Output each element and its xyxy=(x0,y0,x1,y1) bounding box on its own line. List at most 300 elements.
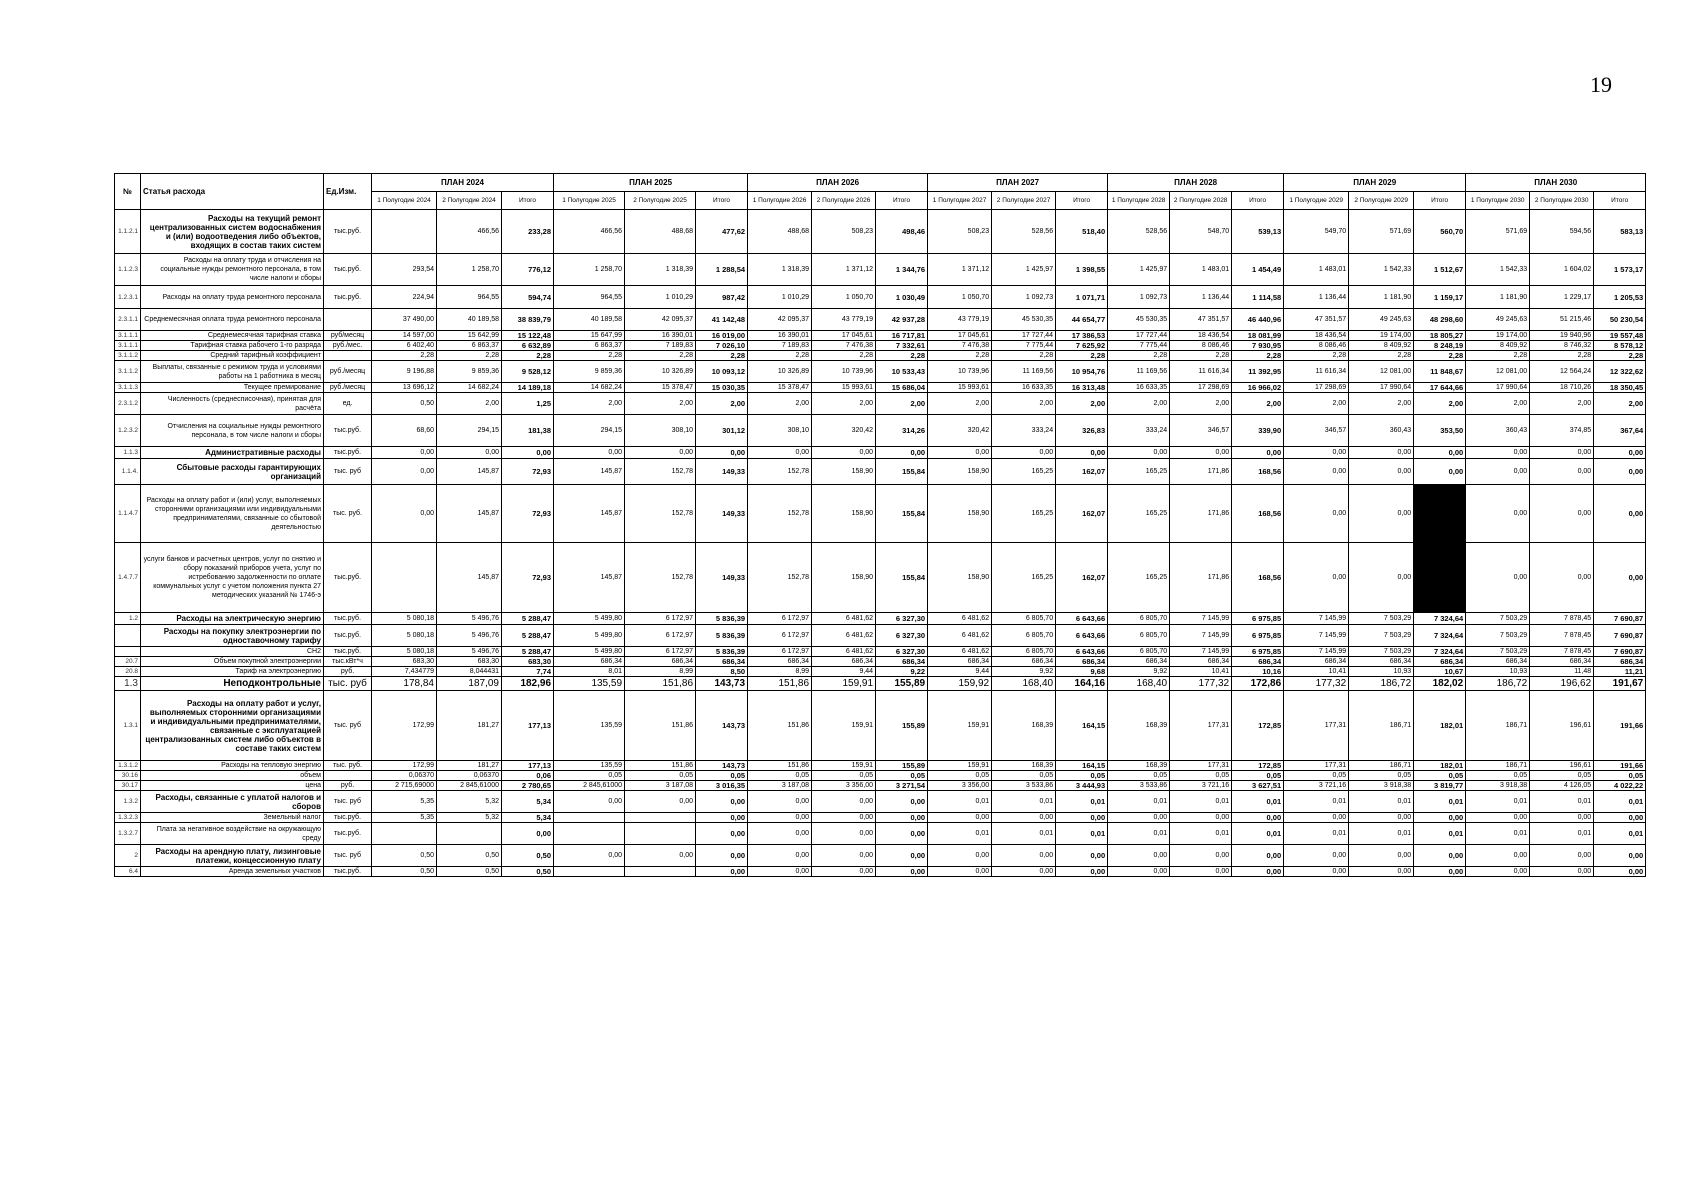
cell-value: 0,00 xyxy=(554,447,625,459)
cell-value: 18 436,54 xyxy=(1170,331,1232,341)
cell-value: 333,24 xyxy=(1108,415,1170,447)
row-name: Расходы на текущий ремонт централизованных систем водоснабжения и (или) водоотведения либо объектов, входящих в состав таких систем xyxy=(141,210,324,254)
row-unit: руб/месяц xyxy=(324,331,372,341)
cell-value: 177,32 xyxy=(1284,677,1349,691)
cell-total: 8,50 xyxy=(696,667,748,677)
row-unit: тыс.кВт*ч xyxy=(324,657,372,667)
cell-value: 2,00 xyxy=(1530,393,1594,415)
cell-value: 1 318,39 xyxy=(748,254,812,286)
row-name: Среднемесячная тарифная ставка xyxy=(141,331,324,341)
cell-value: 6 481,62 xyxy=(928,613,992,625)
cell-total: 0,00 xyxy=(696,845,748,867)
table-row xyxy=(115,845,1646,867)
cell-value: 0,00 xyxy=(812,791,876,813)
cell-value: 2 845,61000 xyxy=(437,781,502,791)
cell-value: 0,05 xyxy=(1530,771,1594,781)
header-period: 2 Полугодие 2030 xyxy=(1530,192,1594,210)
row-code: 20.7 xyxy=(115,657,141,667)
cell-total xyxy=(1414,485,1466,543)
cell-total: 149,33 xyxy=(696,459,748,485)
cell-total: 18 350,45 xyxy=(1594,383,1646,393)
row-name: Расходы на покупку электроэнергии по одноставочному тарифу xyxy=(141,625,324,647)
cell-value: 5 499,80 xyxy=(554,647,625,657)
cell-value: 0,05 xyxy=(1466,771,1530,781)
cell-total: 0,01 xyxy=(1414,823,1466,845)
cell-value: 45 530,35 xyxy=(1108,309,1170,331)
cell-total: 233,28 xyxy=(502,210,554,254)
row-code: 1.3 xyxy=(115,677,141,691)
cell-value: 1 092,73 xyxy=(1108,286,1170,309)
row-name: Расходы на арендную плату, лизинговые платежи, концессионную плату xyxy=(141,845,324,867)
cell-value: 2 845,61000 xyxy=(554,781,625,791)
cell-total: 6 643,66 xyxy=(1056,625,1108,647)
row-name: Расходы на оплату работ и услуг, выполняемых сторонними организациями и индивидуальными предпринимателями, связанные с эксплуатацией централизованных систем либо объектов в составе таких систем xyxy=(141,691,324,761)
cell-value: 9 859,36 xyxy=(554,361,625,383)
cell-value: 5 496,76 xyxy=(437,625,502,647)
cell-value: 0,00 xyxy=(554,845,625,867)
cell-value: 2,28 xyxy=(992,351,1056,361)
cell-value: 2,28 xyxy=(1170,351,1232,361)
cell-total: 172,86 xyxy=(1232,677,1284,691)
cell-total: 16 019,00 xyxy=(696,331,748,341)
cell-total: 10 533,43 xyxy=(876,361,928,383)
row-unit: руб. xyxy=(324,667,372,677)
cell-value: 151,86 xyxy=(748,761,812,771)
cell-total: 7 324,64 xyxy=(1414,625,1466,647)
cell-value: 0,00 xyxy=(1284,845,1349,867)
cell-total: 15 686,04 xyxy=(876,383,928,393)
cell-total: 6 975,85 xyxy=(1232,647,1284,657)
cell-value: 135,59 xyxy=(554,761,625,771)
cell-value: 151,86 xyxy=(625,677,696,691)
cell-total: 9,22 xyxy=(876,667,928,677)
cell-value: 158,90 xyxy=(928,459,992,485)
cell-value: 3 533,86 xyxy=(992,781,1056,791)
row-code: 1.2.3.2 xyxy=(115,415,141,447)
cell-total: 686,34 xyxy=(696,657,748,667)
cell-value: 0,00 xyxy=(1170,447,1232,459)
header-period: 2 Полугодие 2028 xyxy=(1170,192,1232,210)
cell-value: 12 564,24 xyxy=(1530,361,1594,383)
cell-value: 9,92 xyxy=(1108,667,1170,677)
cell-value: 10,93 xyxy=(1349,667,1414,677)
cell-value: 1 542,33 xyxy=(1349,254,1414,286)
header-period: 2 Полугодие 2026 xyxy=(812,192,876,210)
cell-value: 159,91 xyxy=(928,691,992,761)
cell-total: 17 644,66 xyxy=(1414,383,1466,393)
cell-value: 466,56 xyxy=(437,210,502,254)
cell-total: 191,66 xyxy=(1594,691,1646,761)
header-period: 1 Полугодие 2028 xyxy=(1108,192,1170,210)
cell-value: 2,00 xyxy=(928,393,992,415)
row-name: Объем покупной электроэнергии xyxy=(141,657,324,667)
cell-value: 1 181,90 xyxy=(1466,286,1530,309)
cell-value: 152,78 xyxy=(625,485,696,543)
header-period: 2 Полугодие 2024 xyxy=(437,192,502,210)
table-row xyxy=(115,351,1646,361)
cell-value: 15 378,47 xyxy=(748,383,812,393)
cell-total: 143,73 xyxy=(696,761,748,771)
cell-total: 42 937,28 xyxy=(876,309,928,331)
cell-value: 1 604,02 xyxy=(1530,254,1594,286)
cell-value: 0,00 xyxy=(1284,459,1349,485)
cell-value: 686,34 xyxy=(554,657,625,667)
cell-value: 7 189,83 xyxy=(625,341,696,351)
cell-total: 987,42 xyxy=(696,286,748,309)
cell-value: 6 172,97 xyxy=(625,647,696,657)
row-code: 30.17 xyxy=(115,781,141,791)
cell-total: 9,68 xyxy=(1056,667,1108,677)
row-unit: руб./месяц xyxy=(324,383,372,393)
cell-value: 594,56 xyxy=(1530,210,1594,254)
cell-value: 294,15 xyxy=(554,415,625,447)
cell-value: 165,25 xyxy=(992,485,1056,543)
cell-value: 8 086,46 xyxy=(1170,341,1232,351)
table-row xyxy=(115,657,1646,667)
cell-value: 45 530,35 xyxy=(992,309,1056,331)
cell-value: 6 172,97 xyxy=(748,647,812,657)
cell-value: 15 642,99 xyxy=(437,331,502,341)
cell-value: 2,00 xyxy=(812,393,876,415)
cell-value: 9 196,88 xyxy=(372,361,437,383)
cell-value: 6 863,37 xyxy=(437,341,502,351)
cell-total: 0,00 xyxy=(1414,845,1466,867)
row-unit xyxy=(324,309,372,331)
cell-total: 11 392,95 xyxy=(1232,361,1284,383)
cell-value: 42 095,37 xyxy=(748,309,812,331)
cell-value: 17 727,44 xyxy=(992,331,1056,341)
cell-total: 5,34 xyxy=(502,791,554,813)
row-unit: тыс.руб. xyxy=(324,415,372,447)
cell-value: 0,05 xyxy=(812,771,876,781)
cell-value: 145,87 xyxy=(437,459,502,485)
cell-value: 18 436,54 xyxy=(1284,331,1349,341)
cell-total: 0,01 xyxy=(1594,823,1646,845)
cell-value: 0,00 xyxy=(1349,459,1414,485)
cell-value: 16 390,01 xyxy=(625,331,696,341)
cell-total: 182,96 xyxy=(502,677,554,691)
cell-value: 17 990,64 xyxy=(1349,383,1414,393)
cell-value: 40 189,58 xyxy=(437,309,502,331)
table-row xyxy=(115,781,1646,791)
cell-value: 2,28 xyxy=(437,351,502,361)
cell-total: 686,34 xyxy=(1594,657,1646,667)
cell-total: 2,00 xyxy=(696,393,748,415)
cell-value: 7 145,99 xyxy=(1170,625,1232,647)
cell-value: 466,56 xyxy=(554,210,625,254)
cell-value: 2,00 xyxy=(437,393,502,415)
cell-value: 2,00 xyxy=(1108,393,1170,415)
cell-value: 3 918,38 xyxy=(1349,781,1414,791)
cell-value: 1 318,39 xyxy=(625,254,696,286)
cell-value: 3 187,08 xyxy=(748,781,812,791)
cell-total: 177,13 xyxy=(502,761,554,771)
cell-value: 17 045,61 xyxy=(928,331,992,341)
cell-value: 16 633,35 xyxy=(992,383,1056,393)
cell-value: 14 597,00 xyxy=(372,331,437,341)
header-period: Итого xyxy=(1232,192,1284,210)
cell-value: 51 215,46 xyxy=(1530,309,1594,331)
row-name: Расходы на оплату работ и (или) услуг, выполняемых сторонними организациями или индивидуальными предпринимателями, связанные со сбытовой деятельностью xyxy=(141,485,324,543)
cell-value: 0,00 xyxy=(1108,447,1170,459)
cell-value: 145,87 xyxy=(554,485,625,543)
cell-value: 3 356,00 xyxy=(812,781,876,791)
cell-value: 0,01 xyxy=(1170,791,1232,813)
cell-value: 0,50 xyxy=(437,867,502,877)
cell-value: 3 356,00 xyxy=(928,781,992,791)
row-code: 1.3.2 xyxy=(115,791,141,813)
row-unit: тыс.руб. xyxy=(324,210,372,254)
cell-total: 7 690,87 xyxy=(1594,613,1646,625)
cell-value: 2,28 xyxy=(1466,351,1530,361)
cell-value: 172,99 xyxy=(372,691,437,761)
cell-value: 6 172,97 xyxy=(625,625,696,647)
cell-total: 314,26 xyxy=(876,415,928,447)
header-period: 1 Полугодие 2027 xyxy=(928,192,992,210)
cell-total: 0,00 xyxy=(502,823,554,845)
cell-value: 488,68 xyxy=(625,210,696,254)
cell-total: 162,07 xyxy=(1056,543,1108,613)
cell-value: 9,92 xyxy=(992,667,1056,677)
cell-value: 0,00 xyxy=(992,867,1056,877)
row-name: Земельный налог xyxy=(141,813,324,823)
cell-total: 19 557,48 xyxy=(1594,331,1646,341)
cell-total: 0,00 xyxy=(1594,813,1646,823)
cell-total: 0,00 xyxy=(876,791,928,813)
cell-value: 49 245,63 xyxy=(1349,309,1414,331)
cell-total: 1 114,58 xyxy=(1232,286,1284,309)
cell-value: 13 696,12 xyxy=(372,383,437,393)
cell-value: 1 136,44 xyxy=(1170,286,1232,309)
cell-total: 155,84 xyxy=(876,459,928,485)
cell-value: 7 145,99 xyxy=(1284,625,1349,647)
cell-total: 10,67 xyxy=(1414,667,1466,677)
cell-value: 135,59 xyxy=(554,677,625,691)
cell-total: 0,00 xyxy=(1594,459,1646,485)
cell-total: 149,33 xyxy=(696,543,748,613)
row-code: 3.1.1.2 xyxy=(115,361,141,383)
cell-total: 181,38 xyxy=(502,415,554,447)
cell-total: 2,00 xyxy=(1056,393,1108,415)
cell-value: 0,00 xyxy=(625,845,696,867)
cell-total: 0,01 xyxy=(1232,823,1284,845)
cell-total: 2,28 xyxy=(696,351,748,361)
row-code: 1.1.4. xyxy=(115,459,141,485)
cell-value: 0,05 xyxy=(992,771,1056,781)
header-period: 2 Полугодие 2027 xyxy=(992,192,1056,210)
row-code: 2.3.1.1 xyxy=(115,309,141,331)
cell-value: 0,00 xyxy=(1349,543,1414,613)
cell-total: 177,13 xyxy=(502,691,554,761)
table-body xyxy=(115,210,1646,877)
cell-value: 0,00 xyxy=(1108,813,1170,823)
cell-value: 135,59 xyxy=(554,691,625,761)
cell-value: 0,00 xyxy=(812,447,876,459)
cell-value: 6 172,97 xyxy=(748,613,812,625)
cell-total: 5 836,39 xyxy=(696,647,748,657)
row-name: Тариф на электроэнергию xyxy=(141,667,324,677)
cell-total: 0,00 xyxy=(876,867,928,877)
row-name: Выплаты, связанные с режимом труда и условиями работы на 1 работника в месяц xyxy=(141,361,324,383)
row-unit: руб./месяц xyxy=(324,361,372,383)
cell-value: 0,01 xyxy=(992,791,1056,813)
cell-value: 2,28 xyxy=(1108,351,1170,361)
cell-total: 12 322,62 xyxy=(1594,361,1646,383)
cell-value: 165,25 xyxy=(992,459,1056,485)
row-code: 1.3.2.7 xyxy=(115,823,141,845)
cell-value: 10 326,89 xyxy=(625,361,696,383)
cell-value: 7 878,45 xyxy=(1530,647,1594,657)
cell-total: 16 966,02 xyxy=(1232,383,1284,393)
cell-value: 1 136,44 xyxy=(1284,286,1349,309)
cell-value: 6 172,97 xyxy=(748,625,812,647)
cell-value: 12 081,00 xyxy=(1349,361,1414,383)
cell-value: 145,87 xyxy=(437,543,502,613)
cell-value: 1 371,12 xyxy=(812,254,876,286)
cell-total: 1 344,76 xyxy=(876,254,928,286)
cell-value: 0,00 xyxy=(1466,459,1530,485)
cell-value: 0,00 xyxy=(928,845,992,867)
cell-total: 7 332,61 xyxy=(876,341,928,351)
cell-value: 0,00 xyxy=(928,813,992,823)
row-name: Плата за негативное воздействие на окружающую среду xyxy=(141,823,324,845)
row-code: 20.8 xyxy=(115,667,141,677)
cell-total: 44 654,77 xyxy=(1056,309,1108,331)
cell-value: 686,34 xyxy=(1349,657,1414,667)
cell-total: 0,50 xyxy=(502,845,554,867)
cell-value: 0,01 xyxy=(1530,791,1594,813)
cell-value: 0,05 xyxy=(1108,771,1170,781)
cell-total: 7 625,92 xyxy=(1056,341,1108,351)
cell-value: 0,01 xyxy=(1466,823,1530,845)
cell-value: 2,00 xyxy=(1466,393,1530,415)
cell-total: 0,05 xyxy=(1414,771,1466,781)
cell-total: 72,93 xyxy=(502,543,554,613)
row-unit: тыс. руб xyxy=(324,791,372,813)
cell-value: 186,71 xyxy=(1349,691,1414,761)
cell-total: 0,50 xyxy=(502,867,554,877)
cell-total: 2,28 xyxy=(1232,351,1284,361)
cell-total: 10 093,12 xyxy=(696,361,748,383)
cell-value xyxy=(437,823,502,845)
cell-value: 2,28 xyxy=(372,351,437,361)
cell-value: 0,00 xyxy=(748,813,812,823)
cell-total: 182,01 xyxy=(1414,761,1466,771)
row-name: Расходы, связанные с уплатой налогов и сборов xyxy=(141,791,324,813)
table-row xyxy=(115,667,1646,677)
cell-total: 1 573,17 xyxy=(1594,254,1646,286)
cell-total: 0,01 xyxy=(1414,791,1466,813)
table-row xyxy=(115,341,1646,351)
header-period: Итого xyxy=(1056,192,1108,210)
cell-value: 0,00 xyxy=(812,823,876,845)
cell-total: 2,28 xyxy=(502,351,554,361)
cell-total: 560,70 xyxy=(1414,210,1466,254)
cell-value: 152,78 xyxy=(625,543,696,613)
cell-total: 143,73 xyxy=(696,677,748,691)
cell-value: 308,10 xyxy=(748,415,812,447)
cell-value: 17 727,44 xyxy=(1108,331,1170,341)
cell-value: 10,41 xyxy=(1284,667,1349,677)
cell-total: 0,00 xyxy=(1594,447,1646,459)
cell-total: 2,00 xyxy=(1414,393,1466,415)
table-row xyxy=(115,309,1646,331)
cell-value: 0,01 xyxy=(1284,823,1349,845)
row-code xyxy=(115,647,141,657)
cell-value: 168,40 xyxy=(1108,677,1170,691)
cell-value: 177,31 xyxy=(1284,761,1349,771)
cell-value: 5,35 xyxy=(372,813,437,823)
cell-total: 172,85 xyxy=(1232,761,1284,771)
cell-total: 41 142,48 xyxy=(696,309,748,331)
cell-total: 776,12 xyxy=(502,254,554,286)
cell-value: 0,00 xyxy=(812,813,876,823)
cell-total: 164,16 xyxy=(1056,677,1108,691)
cell-total: 0,05 xyxy=(1232,771,1284,781)
cell-value: 0,01 xyxy=(1170,823,1232,845)
cell-value: 0,00 xyxy=(1349,845,1414,867)
cell-total: 0,06 xyxy=(502,771,554,781)
cell-value: 152,78 xyxy=(748,543,812,613)
cell-value: 2,00 xyxy=(748,393,812,415)
row-unit: тыс. руб xyxy=(324,459,372,485)
cell-value: 159,91 xyxy=(812,761,876,771)
row-name: Средний тарифный коэффициент xyxy=(141,351,324,361)
cell-value: 0,50 xyxy=(372,867,437,877)
cell-value: 0,01 xyxy=(1108,823,1170,845)
cell-total: 11 848,67 xyxy=(1414,361,1466,383)
cell-value: 5 496,76 xyxy=(437,613,502,625)
cell-total: 0,00 xyxy=(1056,867,1108,877)
cell-value: 2,28 xyxy=(1530,351,1594,361)
cell-value: 571,69 xyxy=(1349,210,1414,254)
cell-value: 47 351,57 xyxy=(1284,309,1349,331)
cell-value: 9 859,36 xyxy=(437,361,502,383)
cell-value: 294,15 xyxy=(437,415,502,447)
cell-value: 158,90 xyxy=(812,485,876,543)
cell-value: 7 145,99 xyxy=(1170,647,1232,657)
cell-total: 5 288,47 xyxy=(502,613,554,625)
table-row xyxy=(115,447,1646,459)
cell-value: 10 326,89 xyxy=(748,361,812,383)
row-unit: тыс.руб. xyxy=(324,286,372,309)
cell-value: 3 533,86 xyxy=(1108,781,1170,791)
cell-value: 0,00 xyxy=(1530,813,1594,823)
cell-value: 5 496,76 xyxy=(437,647,502,657)
cell-total: 0,00 xyxy=(1232,867,1284,877)
page-number: 19 xyxy=(1590,72,1612,97)
row-unit: тыс.руб. xyxy=(324,254,372,286)
row-unit xyxy=(324,351,372,361)
cell-value: 686,34 xyxy=(748,657,812,667)
cell-total: 5 836,39 xyxy=(696,613,748,625)
cell-value: 6 481,62 xyxy=(812,625,876,647)
cell-total: 0,01 xyxy=(1056,791,1108,813)
cell-value: 686,34 xyxy=(1466,657,1530,667)
cell-total: 7,74 xyxy=(502,667,554,677)
cell-total: 518,40 xyxy=(1056,210,1108,254)
cell-value: 320,42 xyxy=(928,415,992,447)
cell-value: 0,05 xyxy=(928,771,992,781)
cell-value: 14 682,24 xyxy=(437,383,502,393)
cell-total: 143,73 xyxy=(696,691,748,761)
cell-value: 2,00 xyxy=(1349,393,1414,415)
cell-value: 686,34 xyxy=(928,657,992,667)
cell-total: 14 189,18 xyxy=(502,383,554,393)
cell-value: 374,85 xyxy=(1530,415,1594,447)
cell-value: 8 746,32 xyxy=(1530,341,1594,351)
cell-value: 308,10 xyxy=(625,415,696,447)
